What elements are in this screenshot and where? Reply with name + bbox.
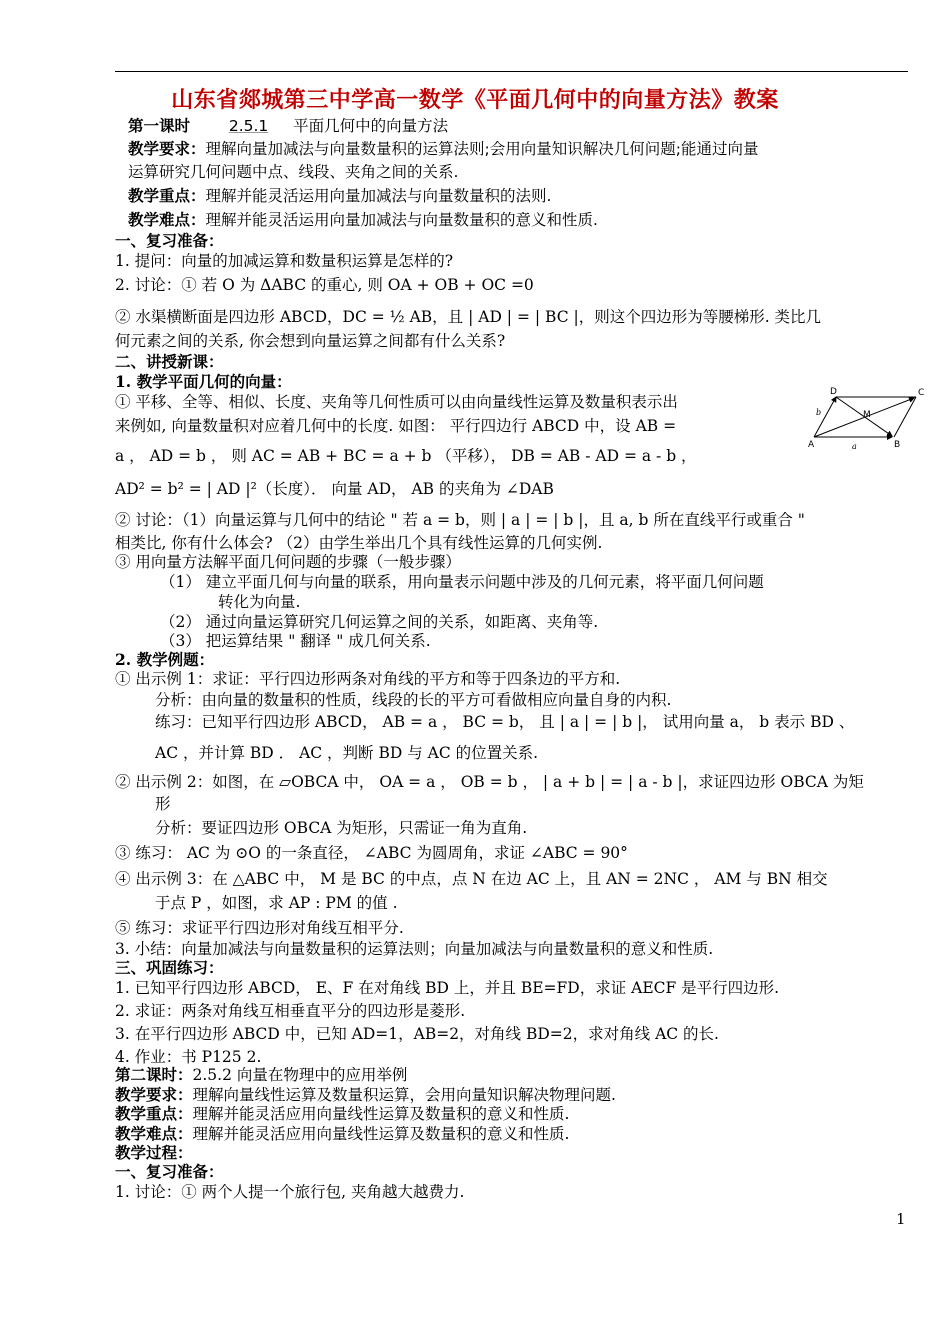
line-2: 2. 讨论：① 若 O 为 ΔABC 的重心, 则 OA + OB + OC =0: [115, 276, 534, 294]
label-m-point: M: [863, 410, 871, 420]
lesson2-diff-label: 教学难点：: [115, 1124, 193, 1143]
lesson2-key-label: 教学重点：: [115, 1104, 193, 1123]
section-review: 一、复习准备：: [115, 231, 224, 250]
line-16: ① 出示例 1：求证：平行四边形两条对角线的平方和等于四条边的平方和.: [115, 670, 621, 688]
line-29: 2. 求证：两条对角线互相垂直平分的四边形是菱形.: [115, 1002, 466, 1020]
lesson1-section: 2.5.1: [228, 117, 269, 135]
lesson2-topic: 2.5.2 向量在物理中的应用举例: [192, 1066, 408, 1084]
lesson2-req-label: 教学要求：: [115, 1085, 193, 1104]
lesson2-requirements: [115, 1085, 616, 1105]
line-26: ⑤ 练习：求证平行四边形对角线互相平分.: [115, 919, 404, 937]
line-6: 来例如, 向量数量积对应着几何中的长度. 如图： 平行四边行 ABCD 中，设 AB =: [115, 417, 677, 435]
label-vector-a: a: [852, 442, 857, 450]
lesson2-process: 教学过程：: [115, 1143, 193, 1162]
line-30: 3. 在平行四边形 ABCD 中，已知 AD=1，AB=2，对角线 BD=2，求对角线 AC 的长.: [115, 1025, 719, 1043]
lesson2-label: 第二课时：: [115, 1065, 193, 1084]
line-15: （3） 把运算结果 " 翻译 " 成几何关系.: [160, 632, 431, 650]
page-title: 山东省郯城第三中学高一数学《平面几何中的向量方法》教案: [171, 88, 779, 113]
line-25: 于点 P ，如图，求 AP : PM 的值 .: [155, 894, 398, 912]
requirements-text: 理解向量加减法与向量数量积的运算法则;会用向量知识解决几何问题;能通过向量: [205, 140, 759, 158]
line-10: 相类比, 你有什么体会? （2）由学生举出几个具有线性运算的几何实例.: [115, 534, 603, 552]
lesson2-diff-text: 理解并能灵活应用向量线性运算及数量积的意义和性质.: [192, 1125, 570, 1143]
heading-examples: 2. 教学例题：: [115, 650, 215, 669]
line-9: ② 讨论：（1）向量运算与几何中的结论 " 若 a = b，则 | a | = | b |，且 a, b 所在直线平行或重合 ": [115, 511, 805, 529]
line-19: AC ，并计算 BD ． AC ，判断 BD 与 AC 的位置关系.: [155, 744, 539, 762]
lesson2-review: 一、复习准备：: [115, 1162, 224, 1181]
line-3: ② 水渠横断面是四边形 ABCD，DC = ½ AB，且 | AD | = | BC |，则这个四边形为等腰梯形. 类比几: [115, 308, 822, 326]
line-28: 1. 已知平行四边形 ABCD， E、F 在对角线 BD 上，并且 BE=FD，求证 AECF 是平行四边形.: [115, 979, 780, 997]
lesson1-key-points: [128, 186, 551, 206]
lesson2-req-text: 理解向量线性运算及数量积运算，会用向量知识解决物理问题.: [192, 1086, 616, 1104]
line-20: ② 出示例 2：如图，在 ▱OBCA 中， OA = a ， OB = b ， | a + b | = | a - b |，求证四边形 OBCA 为矩: [115, 773, 864, 791]
lesson1-label: 第一课时: [128, 117, 191, 135]
line-5: ① 平移、全等、相似、长度、夹角等几何性质可以由向量线性运算及数量积表示出: [115, 393, 678, 411]
top-rule: [115, 71, 908, 72]
lesson1-requirements: [128, 139, 758, 159]
line-11: ③ 用向量方法解平面几何问题的步骤（一般步骤）: [115, 553, 461, 571]
page-number: 1: [896, 1210, 906, 1228]
line-31: 4. 作业：书 P125 2.: [115, 1048, 262, 1066]
lesson2-line-1: 1. 讨论：① 两个人提一个旅行包, 夹角越大越费力.: [115, 1183, 465, 1201]
vector-ad: [814, 397, 836, 437]
lesson1-requirements-cont: 运算研究几何问题中点、线段、夹角之间的关系.: [128, 163, 459, 181]
lesson2-key-text: 理解并能灵活应用向量线性运算及数量积的意义和性质.: [192, 1105, 570, 1123]
line-27: 3. 小结：向量加减法与向量数量积的运算法则；向量加减法与向量数量积的意义和性质.: [115, 940, 714, 958]
line-7: a ， AD = b ， 则 AC = AB + BC = a + b （平移）， DB = AB - AD = a - b ，: [115, 447, 697, 465]
diff-label: 教学难点：: [128, 211, 206, 229]
label-vector-b: b: [816, 408, 822, 417]
line-17: 分析：由向量的数量积的性质，线段的长的平方可看做相应向量自身的内积.: [155, 691, 672, 709]
label-c-point: C: [918, 388, 925, 398]
line-4: 何元素之间的关系, 你会想到向量运算之间都有什么关系?: [115, 332, 506, 350]
line-21: 形: [155, 795, 171, 813]
diff-text: 理解并能灵活运用向量加减法与向量数量积的意义和性质.: [205, 211, 598, 229]
line-14: （2） 通过向量运算研究几何运算之间的关系，如距离、夹角等.: [160, 613, 599, 631]
lesson2-difficulties: [115, 1124, 569, 1144]
line-24: ④ 出示例 3：在 △ABC 中， M 是 BC 的中点，点 N 在边 AC 上，且 AN = 2NC ， AM 与 BN 相交: [115, 870, 828, 888]
heading-vectors: 1. 教学平面几何的向量：: [115, 372, 292, 391]
lesson1-difficulties: [128, 210, 598, 230]
label-a-point: A: [808, 440, 815, 450]
line-8: AD² = b² = | AD |²（长度）． 向量 AD， AB 的夹角为 ∠DAB: [115, 480, 554, 498]
label-d-point: D: [830, 387, 837, 397]
line-12: （1） 建立平面几何与向量的联系，用向量表示问题中涉及的几何元素，将平面几何问题: [160, 573, 764, 591]
line-18: 练习：已知平行四边形 ABCD， AB = a ， BC = b， 且 | a | = | b |， 试用向量 a， b 表示 BD 、: [155, 713, 855, 731]
line-23: ③ 练习： AC 为 ⊙O 的一条直径， ∠ABC 为圆周角，求证 ∠ABC = 90°: [115, 844, 628, 862]
lesson2-header: [115, 1065, 407, 1085]
section-practice: 三、巩固练习：: [115, 958, 224, 977]
line-1: 1. 提问：向量的加减运算和数量积运算是怎样的?: [115, 252, 454, 270]
key-text: 理解并能灵活运用向量加减法与向量数量积的法则.: [205, 187, 552, 205]
key-label: 教学重点：: [128, 187, 206, 205]
side-bc: [894, 397, 916, 437]
lesson1-header: [128, 116, 448, 136]
line-22: 分析：要证四边形 OBCA 为矩形，只需证一角为直角.: [155, 819, 528, 837]
parallelogram-diagram: [808, 385, 928, 450]
requirements-label: 教学要求：: [128, 140, 206, 158]
lesson1-topic: 平面几何中的向量方法: [293, 117, 449, 135]
section-new-lesson: 二、讲授新课：: [115, 352, 224, 371]
line-13: 转化为向量.: [218, 593, 301, 611]
lesson2-key-points: [115, 1104, 569, 1124]
label-b-point: B: [894, 440, 901, 450]
